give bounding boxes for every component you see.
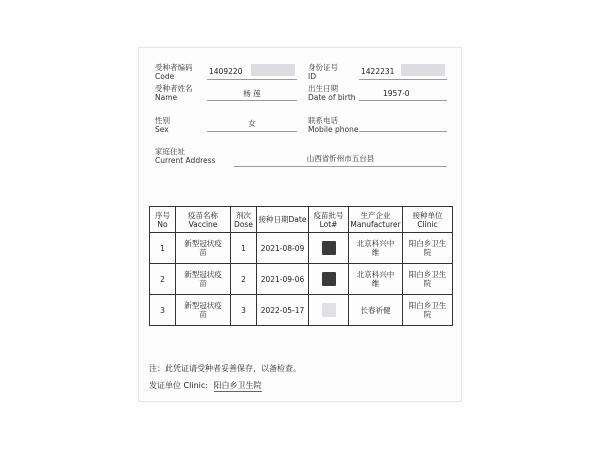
address-label: 家庭住址 Current Address (155, 147, 216, 165)
sex-underline (207, 131, 297, 132)
vaccination-table (149, 206, 453, 326)
code-underline (207, 79, 297, 80)
cell-manufacturer: 北京科兴中 维 (349, 233, 403, 264)
cell-manufacturer: 长春祈健 (349, 295, 403, 326)
issuer-label: 发证单位 Clinic: (149, 381, 208, 390)
dob-underline (359, 100, 447, 101)
id-underline (359, 79, 447, 80)
vaccination-certificate (138, 47, 462, 402)
cell-no: 3 (150, 295, 176, 326)
code-label: 受种者编码 Code (155, 63, 193, 81)
lot-redaction (322, 303, 336, 317)
dob-value: 1957-0 (383, 89, 410, 98)
header-no: 序号No (150, 207, 176, 233)
id-label: 身份证号 ID (308, 63, 338, 81)
lot-redaction (322, 241, 336, 255)
id-value: 1422231 (361, 67, 395, 76)
table-row (150, 264, 453, 295)
issuer-value: 阳白乡卫生院 (213, 381, 262, 390)
cell-date: 2021-09-06 (257, 264, 309, 295)
dob-label: 出生日期 Date of birth (308, 84, 356, 102)
footer-note: 注：此凭证请受种者妥善保存，以备检查。 (149, 364, 301, 373)
header-lot: 疫苗批号Lot# (309, 207, 349, 233)
code-value: 1409220 (209, 67, 243, 76)
table-header-row (150, 207, 453, 233)
cell-lot (309, 295, 349, 326)
header-manufacturer: 生产企业Manufacturer (349, 207, 403, 233)
phone-underline (359, 131, 447, 132)
name-value: 杨 莲 (243, 89, 261, 98)
header-date: 接种日期Date (257, 207, 309, 233)
phone-label: 联系电话 Mobile phone (308, 116, 359, 134)
code-redaction (251, 64, 295, 76)
cell-date: 2022-05-17 (257, 295, 309, 326)
cell-vaccine: 新型冠状疫 苗 (176, 264, 231, 295)
cell-dose: 2 (231, 264, 257, 295)
cell-vaccine: 新型冠状疫 苗 (176, 233, 231, 264)
cell-manufacturer: 北京科兴中 维 (349, 264, 403, 295)
sex-label: 性别 Sex (155, 116, 170, 134)
name-label: 受种者姓名 Name (155, 84, 193, 102)
address-value: 山西省忻州市五台县 (306, 154, 375, 163)
cell-no: 2 (150, 264, 176, 295)
cell-vaccine: 新型冠状疫 苗 (176, 295, 231, 326)
cell-lot (309, 233, 349, 264)
cell-clinic: 阳白乡卫生 院 (403, 264, 453, 295)
lot-redaction (322, 272, 336, 286)
header-vaccine: 疫苗名称Vaccine (176, 207, 231, 233)
table-row (150, 295, 453, 326)
sex-value: 女 (248, 119, 256, 128)
cell-dose: 1 (231, 233, 257, 264)
address-underline (234, 166, 447, 167)
header-clinic: 接种单位Clinic (403, 207, 453, 233)
cell-lot (309, 264, 349, 295)
cell-dose: 3 (231, 295, 257, 326)
cell-clinic: 阳白乡卫生 院 (403, 295, 453, 326)
cell-no: 1 (150, 233, 176, 264)
header-dose: 剂次Dose (231, 207, 257, 233)
name-underline (207, 100, 297, 101)
id-redaction (401, 64, 445, 76)
cell-date: 2021-08-09 (257, 233, 309, 264)
cell-clinic: 阳白乡卫生 院 (403, 233, 453, 264)
issuer-line (149, 381, 262, 392)
table-row (150, 233, 453, 264)
